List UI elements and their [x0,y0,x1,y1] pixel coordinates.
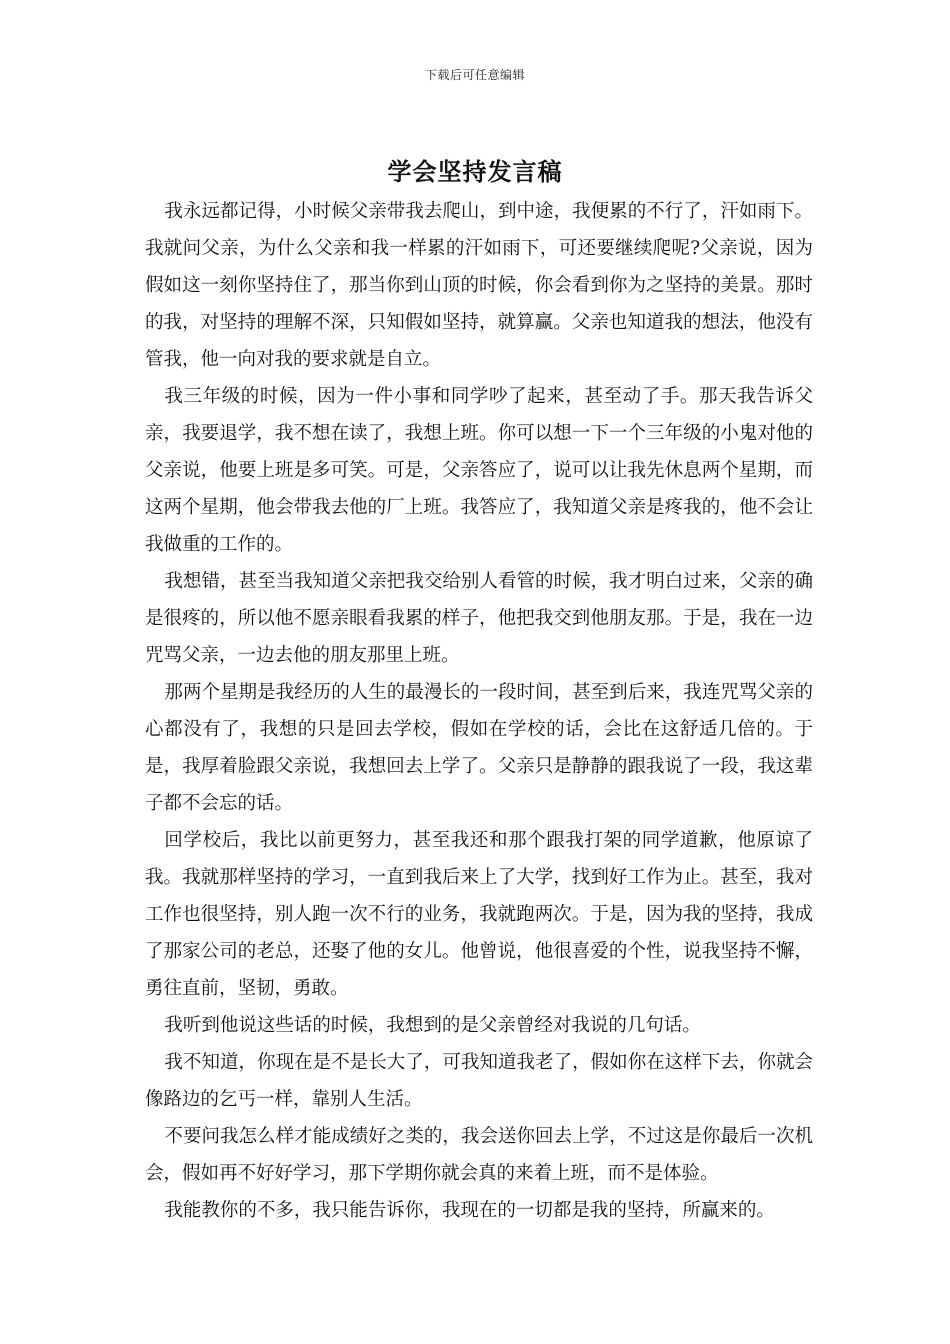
paragraph: 我永远都记得，小时候父亲带我去爬山，到中途，我便累的不行了，汗如雨下。我就问父亲，为什么父亲和我一样累的汗如雨下，可还要继续爬呢?父亲说，因为假如这一刻你坚持住了，那当你到山顶的时候，你会看到你为之坚持的美景。那时的我，对坚持的理解不深，只知假如坚持，就算赢。父亲也知道我的想法，他没有管我，他一向对我的要求就是自立。 [145,201,813,370]
document-title: 学会坚持发言稿 [387,158,563,186]
paragraph: 回学校后，我比以前更努力，甚至我还和那个跟我打架的同学道歉，他原谅了我。我就那样坚持的学习，一直到我后来上了大学，找到好工作为止。甚至，我对工作也很坚持，别人跑一次不行的业务，我就跑两次。于是，因为我的坚持，我成了那家公司的老总，还娶了他的女儿。他曾说，他很喜爱的个性，说我坚持不懈，勇往直前，坚韧，勇敢。 [145,830,813,999]
paragraph: 我想错，甚至当我知道父亲把我交给别人看管的时候，我才明白过来，父亲的确是很疼的，所以他不愿亲眼看我累的样子，他把我交到他朋友那。于是，我在一边咒骂父亲，一边去他的朋友那里上班。 [145,571,813,666]
paragraph: 我三年级的时候，因为一件小事和同学吵了起来，甚至动了手。那天我告诉父亲，我要退学，我不想在读了，我想上班。你可以想一下一个三年级的小鬼对他的父亲说，他要上班是多可笑。可是，父亲答应了，说可以让我先休息两个星期，而这两个星期，他会带我去他的厂上班。我答应了，我知道父亲是疼我的，他不会让我做重的工作的。 [145,386,813,555]
paragraph: 不要问我怎么样才能成绩好之类的，我会送你回去上学，不过这是你最后一次机会，假如再不好好学习，那下学期你就会真的来着上班，而不是体验。 [145,1126,813,1184]
paragraph: 那两个星期是我经历的人生的最漫长的一段时间，甚至到后来，我连咒骂父亲的心都没有了，我想的只是回去学校，假如在学校的话，会比在这舒适几倍的。于是，我厚着脸跟父亲说，我想回去上学了。父亲只是静静的跟我说了一段，我这辈子都不会忘的话。 [145,682,813,814]
paragraph: 我不知道，你现在是不是长大了，可我知道我老了，假如你在这样下去，你就会像路边的乞丐一样，靠别人生活。 [145,1052,813,1110]
document-body [145,193,813,1229]
paragraph: 我能教你的不多，我只能告诉你，我现在的一切都是我的坚持，所赢来的。 [164,1200,775,1221]
paragraph: 我听到他说这些话的时候，我想到的是父亲曾经对我说的几句话。 [164,1015,701,1036]
header-note: 下载后可任意编辑 [424,68,525,82]
